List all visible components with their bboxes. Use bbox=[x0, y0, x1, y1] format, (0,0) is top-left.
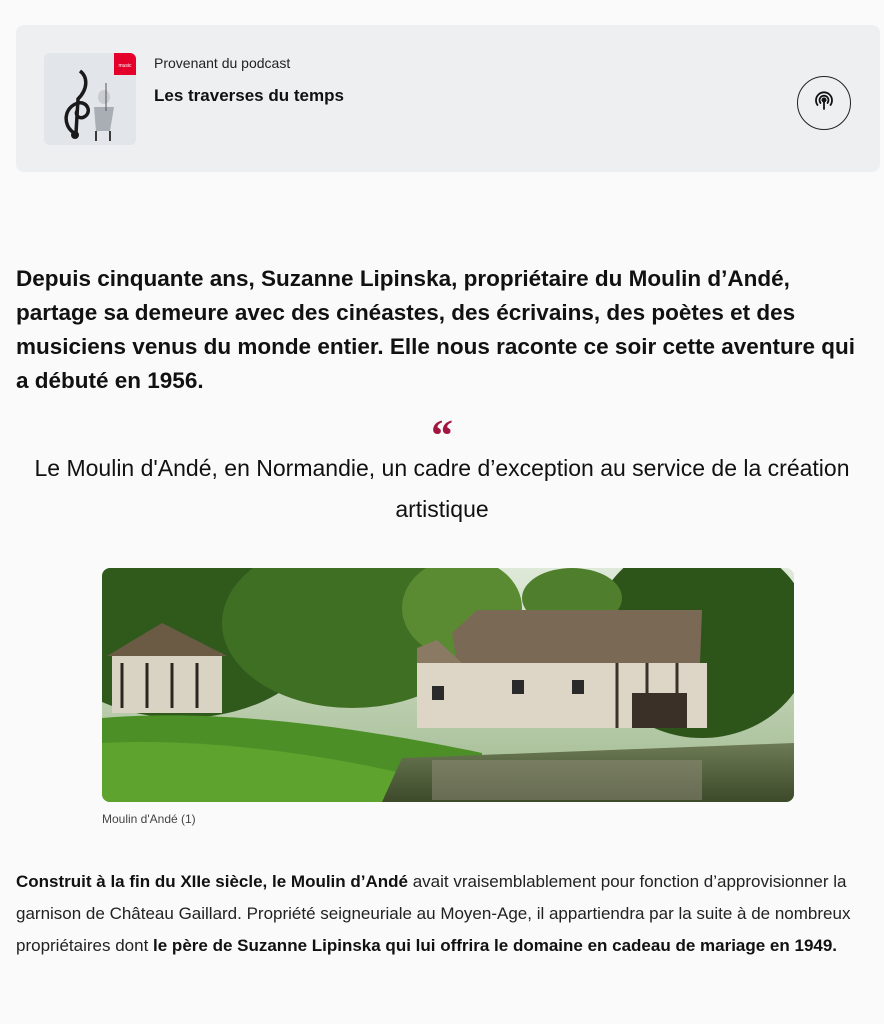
podcast-title[interactable]: Les traverses du temps bbox=[154, 86, 344, 105]
photo-caption: Moulin d'Andé (1) bbox=[102, 812, 196, 826]
body-bold-1: Construit à la fin du XIIe siècle, le Moulin d’Andé bbox=[16, 872, 408, 891]
pull-quote: Le Moulin d'Andé, en Normandie, un cadre d’exception au service de la création artistique bbox=[34, 455, 850, 522]
podcast-cover-image[interactable] bbox=[44, 53, 136, 145]
podcast-icon bbox=[813, 90, 835, 117]
body-bold-2: le père de Suzanne Lipinska qui lui offrira le domaine en cadeau de mariage en 1949. bbox=[153, 936, 838, 955]
podcast-subscribe-button[interactable] bbox=[797, 76, 851, 130]
moulin-photo[interactable] bbox=[102, 568, 794, 802]
quote-mark: “ bbox=[431, 411, 453, 460]
svg-text:music: music bbox=[118, 63, 132, 69]
article-body bbox=[16, 866, 868, 962]
podcast-label: Provenant du podcast bbox=[154, 55, 291, 71]
podcast-card[interactable] bbox=[16, 25, 880, 172]
body-text-1: avait vraisemblablement pour fonction d’approvisionner la garnison de Château Gaillard. Propriété seigneuriale au Moyen-Age, il appartiendra par la suite à de nombreux propriétaires dont bbox=[16, 872, 851, 955]
article-intro: Depuis cinquante ans, Suzanne Lipinska, propriétaire du Moulin d’Andé, partage sa demeure avec des cinéastes, des écrivains, des poètes et des musiciens venus du monde entier. Elle nous raconte ce soir cette aventure qui a débuté en 1956. bbox=[16, 266, 856, 393]
